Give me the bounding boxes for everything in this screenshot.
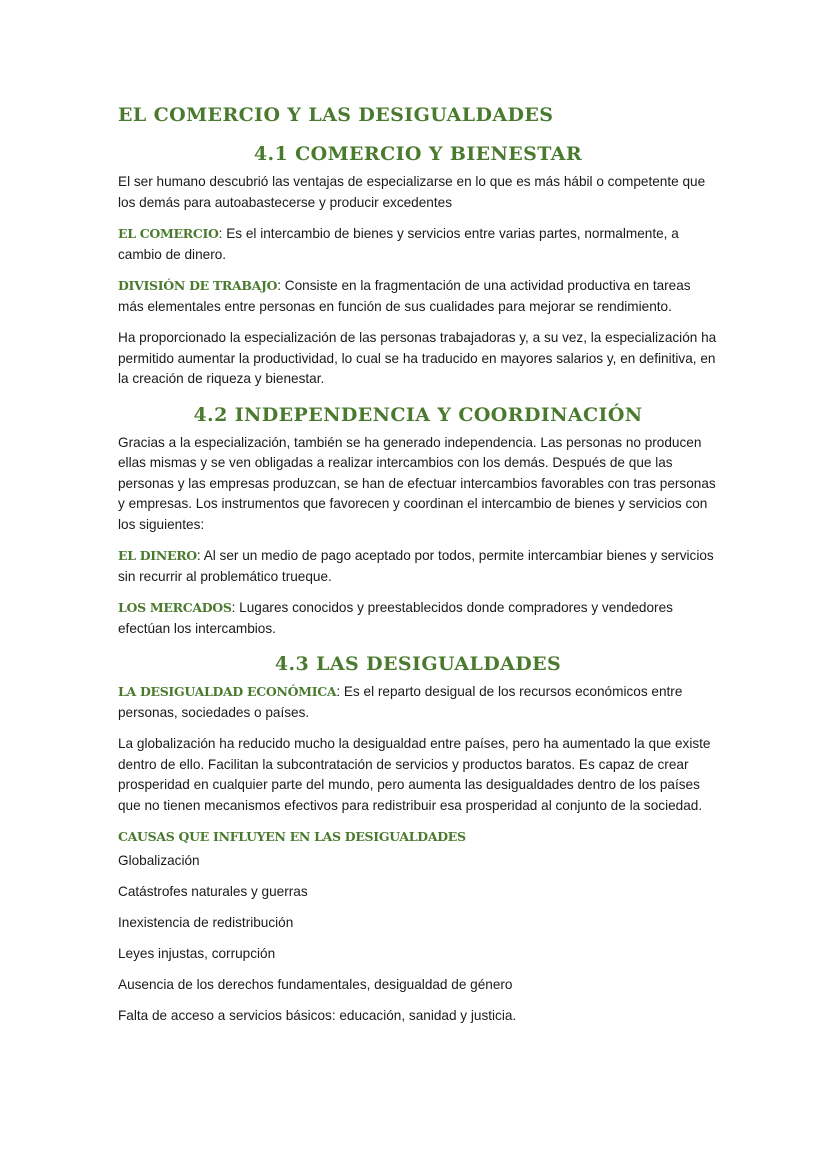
definition-paragraph: [118, 276, 718, 317]
section-4-2: [118, 401, 718, 640]
definition-text: : Es el reparto desigual de los recursos económicos entre personas, sociedades o países.: [118, 684, 683, 720]
definition-text: : Consiste en la fragmentación de una actividad productiva en tareas más elementales entre personas en función de sus cualidades para mejorar se rendimiento.: [118, 278, 691, 314]
section-4-1: [118, 140, 718, 390]
definition-term: LOS MERCADOS: [118, 600, 232, 615]
definition-paragraph: [118, 546, 718, 587]
definition-paragraph: [118, 224, 718, 265]
paragraph: Ha proporcionado la especialización de las personas trabajadoras y, a su vez, la especialización ha permitido aumentar la productividad, lo cual se ha traducido en mayores salarios y, en definitiva, en la creación de riqueza y bienestar.: [118, 330, 717, 386]
list-item: Inexistencia de redistribución: [118, 915, 294, 930]
list-item: Catástrofes naturales y guerras: [118, 884, 308, 899]
definition-paragraph: [118, 682, 718, 723]
section-heading: 4.1 COMERCIO Y BIENESTAR: [253, 143, 583, 165]
definition-term: DIVISIÓN DE TRABAJO: [118, 278, 278, 293]
definition-paragraph: [118, 598, 718, 639]
list-item: Leyes injustas, corrupción: [118, 946, 276, 961]
definition-term: EL DINERO: [118, 548, 197, 563]
definition-text: : Lugares conocidos y preestablecidos donde compradores y vendedores efectúan los intercambios.: [118, 600, 673, 636]
section-4-3: [118, 650, 718, 1027]
document-content: [118, 100, 718, 1037]
paragraph: La globalización ha reducido mucho la desigualdad entre países, pero ha aumentado la que existe dentro de ello. Facilitan la subcontratación de servicios y productos baratos. Es capaz de crear prosperidad en cualquier parte del mundo, pero aumenta las desigualdades dentro de los países que no tienen mecanismos efectivos para redistribuir esa prosperidad al conjunto de la sociedad.: [118, 736, 711, 813]
paragraph: Gracias a la especialización, también se ha generado independencia. Las personas no producen ellas mismas y se ven obligadas a realizar intercambios con los demás. Después de que las personas y las empresas produzcan, se han de efectuar intercambios favorables con tras personas y empresas. Los instrumentos que favorecen y coordinan el intercambio de bienes y servicios con los siguientes:: [118, 434, 716, 532]
causes-heading: CAUSAS QUE INFLUYEN EN LAS DESIGUALDADES: [118, 829, 466, 844]
list-item: Ausencia de los derechos fundamentales, desigualdad de género: [118, 977, 513, 992]
definition-text: : Es el intercambio de bienes y servicios entre varias partes, normalmente, a cambio de dinero.: [118, 226, 679, 262]
list-item: Globalización: [118, 853, 200, 868]
definition-term: EL COMERCIO: [118, 226, 219, 241]
document-title: EL COMERCIO Y LAS DESIGUALDADES: [118, 104, 554, 126]
definition-text: : Al ser un medio de pago aceptado por todos, permite intercambiar bienes y servicios sin recurrir al problemático trueque.: [118, 548, 714, 584]
definition-term: LA DESIGUALDAD ECONÓMICA: [118, 684, 337, 699]
list-item: Falta de acceso a servicios básicos: educación, sanidad y justicia.: [118, 1008, 517, 1023]
section-heading: 4.3 LAS DESIGUALDADES: [274, 653, 562, 675]
paragraph: El ser humano descubrió las ventajas de especializarse en lo que es más hábil o competente que los demás para autoabastecerse y producir excedentes: [118, 174, 706, 210]
causes-list: [118, 851, 718, 1027]
section-heading: 4.2 INDEPENDENCIA Y COORDINACIÓN: [193, 403, 643, 426]
